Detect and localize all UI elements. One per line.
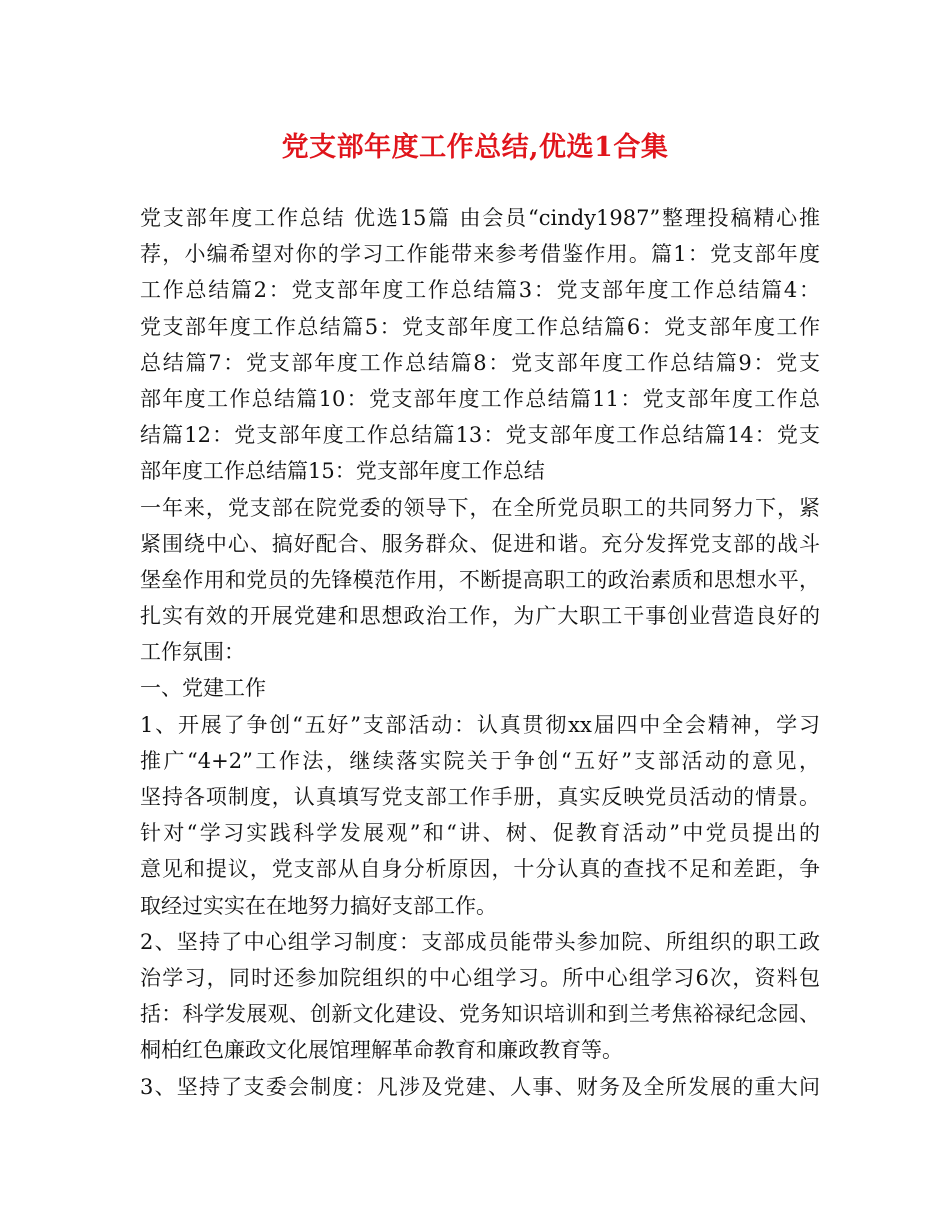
body-line: 2、坚持了中心组学习制度：支部成员能带头参加院、所组织的职工政 [140,929,820,954]
body-line: 桐柏红色廉政文化展馆理解革命教育和廉政教育等。 [140,1038,623,1063]
body-line: 党支部年度工作总结 优选15篇 由会员“cindy1987”整理投稿精心推 [140,206,820,230]
body-line: 3、坚持了支委会制度：凡涉及党建、人事、财务及全所发展的重大问 [140,1074,820,1099]
body-line: 括：科学发展观、创新文化建设、党务知识培训和到兰考焦裕禄纪念园、 [140,1002,820,1027]
document-title: 党支部年度工作总结,优选1合集 [281,132,669,163]
body-line: 工作氛围： [140,640,245,665]
body-line: 部年度工作总结篇10：党支部年度工作总结篇11：党支部年度工作总 [140,386,820,411]
body-line: 结篇12：党支部年度工作总结篇13：党支部年度工作总结篇14：党支 [140,423,820,448]
document-body [140,200,820,1105]
body-line: 紧围绕中心、搞好配合、服务群众、促进和谐。充分发挥党支部的战斗 [140,531,820,556]
body-line: 一年来，党支部在院党委的领导下，在全所党员职工的共同努力下，紧 [140,495,820,520]
body-line: 治学习，同时还参加院组织的中心组学习。所中心组学习6次，资料包 [140,965,820,990]
body-line: 1、开展了争创“五好”支部活动：认真贯彻xx届四中全会精神，学习 [140,712,820,737]
body-line: 意见和提议，党支部从自身分析原因，十分认真的查找不足和差距，争 [140,857,820,882]
section-heading: 一、党建工作 [140,676,266,701]
body-line: 荐，小编希望对你的学习工作能带来参考借鉴作用。篇1：党支部年度 [140,242,820,267]
body-line: 党支部年度工作总结篇5：党支部年度工作总结篇6：党支部年度工作 [140,314,820,339]
body-line: 针对“学习实践科学发展观”和“讲、树、促教育活动”中党员提出的 [140,821,820,846]
body-line: 坚持各项制度，认真填写党支部工作手册，真实反映党员活动的情景。 [140,785,820,809]
body-line: 推广“4+2”工作法，继续落实院关于争创“五好”支部活动的意见， [140,748,820,773]
body-line: 扎实有效的开展党建和思想政治工作，为广大职工干事创业营造良好的 [140,604,820,629]
body-line: 取经过实实在在地努力搞好支部工作。 [140,893,497,918]
body-line: 堡垒作用和党员的先锋模范作用，不断提高职工的政治素质和思想水平， [140,567,820,592]
body-line: 总结篇7：党支部年度工作总结篇8：党支部年度工作总结篇9：党支 [140,350,820,375]
body-line: 部年度工作总结篇15：党支部年度工作总结 [140,459,545,484]
body-line: 工作总结篇2：党支部年度工作总结篇3：党支部年度工作总结篇4： [140,278,820,303]
